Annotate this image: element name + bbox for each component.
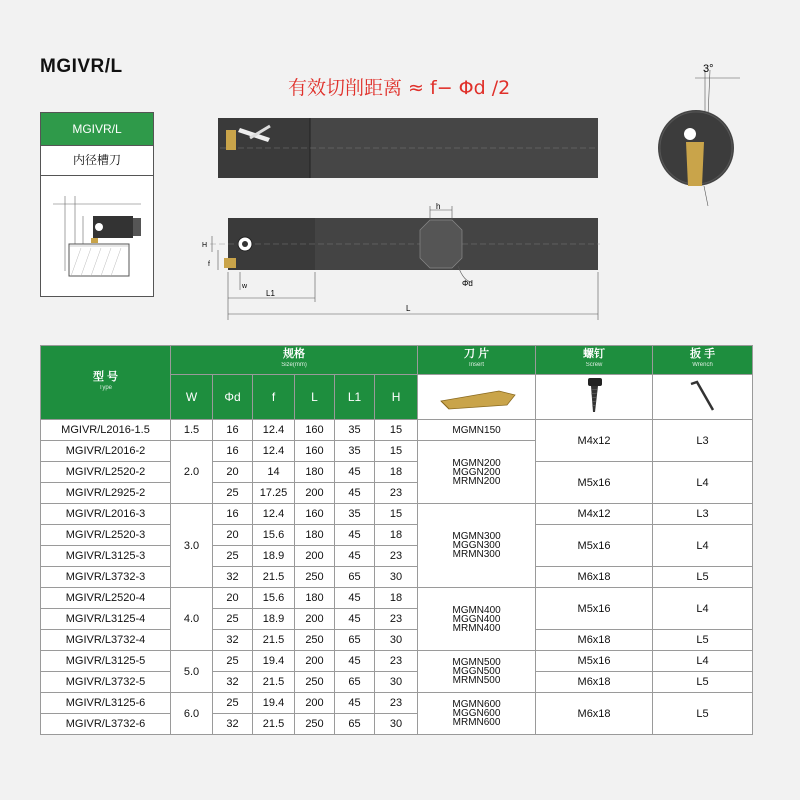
cell-f: 21.5 [253, 672, 295, 693]
cell-f: 21.5 [253, 630, 295, 651]
cell-H: 23 [375, 546, 418, 567]
tool-side-view [210, 108, 610, 190]
w-group: 3.0 [171, 504, 213, 588]
table-row-type: MGIVR/L3732-3 [41, 567, 171, 588]
cell-phid: 32 [213, 672, 253, 693]
cell-L: 250 [295, 567, 335, 588]
wrench-cell: L4 [653, 588, 753, 630]
wrench-cell: L5 [653, 693, 753, 735]
screw-icon [536, 375, 653, 420]
category-code: MGIVR/L [41, 113, 153, 146]
cell-phid: 25 [213, 693, 253, 714]
subheader-H: H [375, 375, 418, 420]
subheader-L1: L1 [335, 375, 375, 420]
cell-f: 18.9 [253, 609, 295, 630]
cell-L: 200 [295, 693, 335, 714]
cell-H: 18 [375, 588, 418, 609]
dim-f: f [208, 261, 210, 268]
cell-L: 180 [295, 588, 335, 609]
cell-H: 23 [375, 651, 418, 672]
cell-f: 18.9 [253, 546, 295, 567]
table-row-type: MGIVR/L2520-3 [41, 525, 171, 546]
dim-h: h [436, 202, 441, 211]
wrench-cell: L4 [653, 651, 753, 672]
insert-image [418, 375, 536, 420]
cell-L1: 45 [335, 588, 375, 609]
cell-phid: 20 [213, 525, 253, 546]
cell-phid: 32 [213, 630, 253, 651]
cell-L1: 45 [335, 609, 375, 630]
cell-phid: 25 [213, 546, 253, 567]
cell-L1: 35 [335, 420, 375, 441]
wrench-icon [653, 375, 753, 420]
table-row-type: MGIVR/L2016-2 [41, 441, 171, 462]
cell-L1: 45 [335, 651, 375, 672]
screw-cell: M6x18 [536, 672, 653, 693]
cell-L: 250 [295, 714, 335, 735]
cell-H: 30 [375, 567, 418, 588]
screw-cell: M5x16 [536, 588, 653, 630]
table-row-type: MGIVR/L3732-6 [41, 714, 171, 735]
spec-table [40, 345, 753, 735]
header-type: 型 号 Type [41, 346, 171, 420]
w-group: 4.0 [171, 588, 213, 651]
header-size: 规格 Size(mm) [171, 346, 418, 375]
screw-cell: M6x18 [536, 567, 653, 588]
cell-H: 30 [375, 630, 418, 651]
cell-L: 160 [295, 420, 335, 441]
cell-f: 19.4 [253, 693, 295, 714]
category-name: 内径槽刀 [41, 146, 153, 176]
cell-H: 18 [375, 462, 418, 483]
table-row-type: MGIVR/L3732-4 [41, 630, 171, 651]
cell-L1: 35 [335, 504, 375, 525]
cell-H: 23 [375, 609, 418, 630]
cell-H: 30 [375, 714, 418, 735]
angle-label: 3° [703, 63, 714, 75]
insert-group: MGMN150 [418, 420, 536, 441]
cell-phid: 25 [213, 483, 253, 504]
screw-cell: M6x18 [536, 693, 653, 735]
cell-H: 30 [375, 672, 418, 693]
cell-L: 160 [295, 504, 335, 525]
tool-end-view [650, 56, 760, 206]
screw-cell: M6x18 [536, 630, 653, 651]
cell-phid: 32 [213, 567, 253, 588]
insert-group: MGMN500 MGGN500 MRMN500 [418, 651, 536, 693]
cell-L1: 35 [335, 441, 375, 462]
w-group: 6.0 [171, 693, 213, 735]
cell-phid: 25 [213, 651, 253, 672]
cell-L1: 65 [335, 672, 375, 693]
cell-f: 12.4 [253, 441, 295, 462]
header-insert: 刀 片 Insert [418, 346, 536, 375]
cell-f: 12.4 [253, 420, 295, 441]
cell-phid: 16 [213, 420, 253, 441]
cell-L: 180 [295, 462, 335, 483]
category-box [40, 112, 154, 297]
table-row-type: MGIVR/L2925-2 [41, 483, 171, 504]
w-group: 2.0 [171, 441, 213, 504]
cell-L: 250 [295, 630, 335, 651]
cell-f: 21.5 [253, 714, 295, 735]
dim-phid: Φd [462, 279, 473, 288]
dim-L: L [406, 304, 411, 313]
table-row-type: MGIVR/L3125-6 [41, 693, 171, 714]
insert-group: MGMN200 MGGN200 MRMN200 [418, 441, 536, 504]
table-row-type: MGIVR/L3732-5 [41, 672, 171, 693]
cell-phid: 20 [213, 462, 253, 483]
insert-group: MGMN600 MGGN600 MRMN600 [418, 693, 536, 735]
cell-L1: 65 [335, 567, 375, 588]
table-row-type: MGIVR/L3125-3 [41, 546, 171, 567]
cell-phid: 32 [213, 714, 253, 735]
cell-f: 21.5 [253, 567, 295, 588]
subheader-f: f [253, 375, 295, 420]
wrench-cell: L3 [653, 420, 753, 462]
dim-w: w [242, 283, 248, 290]
cell-L1: 65 [335, 714, 375, 735]
cell-L1: 45 [335, 546, 375, 567]
cell-L: 180 [295, 525, 335, 546]
cell-H: 18 [375, 525, 418, 546]
cell-phid: 25 [213, 609, 253, 630]
screw-cell: M5x16 [536, 525, 653, 567]
cell-L: 160 [295, 441, 335, 462]
cell-L: 200 [295, 483, 335, 504]
cell-L1: 45 [335, 483, 375, 504]
subheader-w: W [171, 375, 213, 420]
w-group: 1.5 [171, 420, 213, 441]
screw-cell: M5x16 [536, 651, 653, 672]
screw-cell: M4x12 [536, 504, 653, 525]
subheader-L: L [295, 375, 335, 420]
cell-L: 250 [295, 672, 335, 693]
wrench-cell: L4 [653, 462, 753, 504]
cutting-distance-formula: 有效切削距离 ≈ f− Φd /2 [288, 77, 511, 99]
cell-H: 15 [375, 420, 418, 441]
wrench-cell: L5 [653, 630, 753, 651]
table-row-type: MGIVR/L2520-2 [41, 462, 171, 483]
header-screw: 螺钉 Screw [536, 346, 653, 375]
wrench-cell: L5 [653, 567, 753, 588]
screw-cell: M5x16 [536, 462, 653, 504]
wrench-cell: L4 [653, 525, 753, 567]
category-thumbnail [41, 176, 153, 296]
page-title: MGIVR/L [40, 56, 123, 77]
subheader-phid: Φd [213, 375, 253, 420]
cell-phid: 16 [213, 504, 253, 525]
screw-cell: M4x12 [536, 420, 653, 462]
table-row-type: MGIVR/L2520-4 [41, 588, 171, 609]
header-wrench: 扳 手 Wrench [653, 346, 753, 375]
cell-f: 17.25 [253, 483, 295, 504]
table-row-type: MGIVR/L3125-5 [41, 651, 171, 672]
cell-H: 23 [375, 693, 418, 714]
cell-L1: 65 [335, 630, 375, 651]
cell-H: 15 [375, 504, 418, 525]
cell-H: 15 [375, 441, 418, 462]
table-row-type: MGIVR/L2016-1.5 [41, 420, 171, 441]
dim-L1: L1 [266, 289, 275, 298]
insert-group: MGMN400 MGGN400 MRMN400 [418, 588, 536, 651]
cell-L1: 45 [335, 462, 375, 483]
insert-group: MGMN300 MGGN300 MRMN300 [418, 504, 536, 588]
cell-phid: 20 [213, 588, 253, 609]
cell-f: 12.4 [253, 504, 295, 525]
cell-L1: 45 [335, 525, 375, 546]
cell-H: 23 [375, 483, 418, 504]
cell-L: 200 [295, 651, 335, 672]
cell-L: 200 [295, 609, 335, 630]
cell-f: 14 [253, 462, 295, 483]
tool-top-view [200, 200, 610, 325]
cell-phid: 16 [213, 441, 253, 462]
table-row-type: MGIVR/L3125-4 [41, 609, 171, 630]
cell-L1: 45 [335, 693, 375, 714]
cell-f: 15.6 [253, 525, 295, 546]
wrench-cell: L5 [653, 672, 753, 693]
dim-H: H [202, 242, 208, 249]
wrench-cell: L3 [653, 504, 753, 525]
cell-L: 200 [295, 546, 335, 567]
w-group: 5.0 [171, 651, 213, 693]
table-row-type: MGIVR/L2016-3 [41, 504, 171, 525]
cell-f: 15.6 [253, 588, 295, 609]
cell-f: 19.4 [253, 651, 295, 672]
